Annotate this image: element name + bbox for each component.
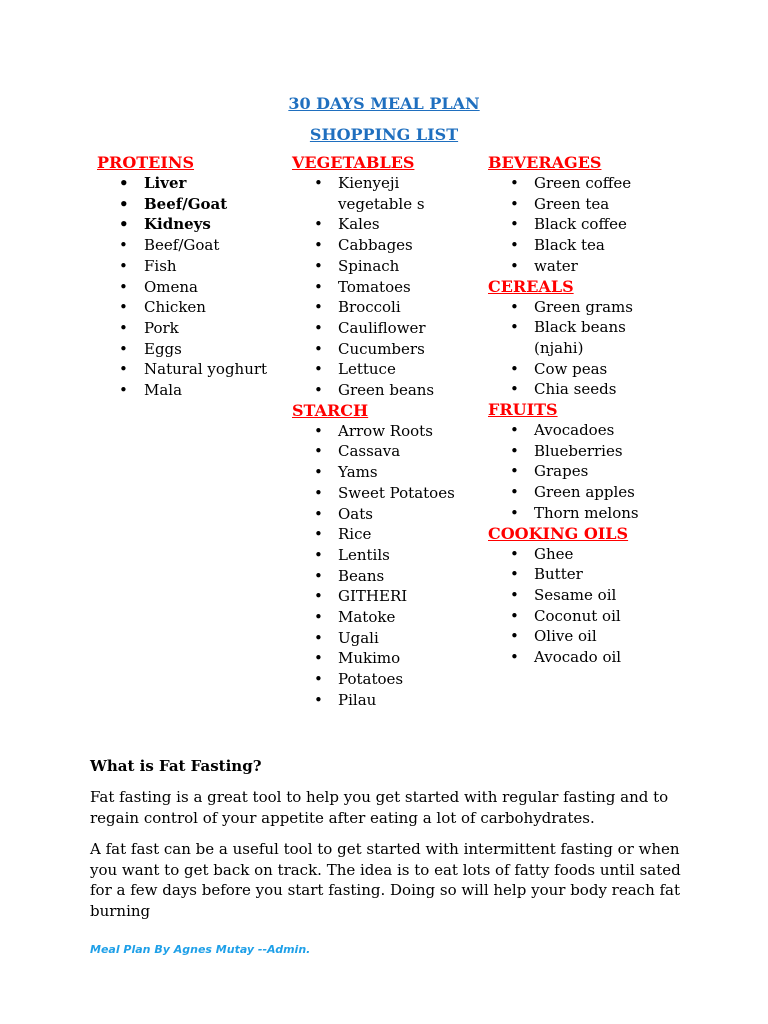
fruits-heading: FRUITS xyxy=(488,400,558,420)
list-item: • Beef/Goat xyxy=(97,235,287,256)
shopping-list-subtitle: SHOPPING LIST xyxy=(309,125,459,144)
list-item: • Coconut oil xyxy=(488,606,678,627)
list-item: • Kidneys xyxy=(97,214,287,235)
list-item: • Black coffee xyxy=(488,214,678,235)
paragraph-1: Fat fasting is a great tool to help you get started with regular fasting and to regain control of your appetite after eating a lot of carbohydrates. xyxy=(90,788,669,827)
proteins-list xyxy=(97,173,287,401)
list-item: • GITHERI xyxy=(292,586,482,607)
list-item: • Beef/Goat xyxy=(97,194,287,215)
list-item: • Fish xyxy=(97,256,287,277)
list-item: • Ghee xyxy=(488,544,678,565)
vegetable-kienyeji-line2: vegetable s xyxy=(338,194,425,213)
list-item: • Lentils xyxy=(292,545,482,566)
list-item: • Matoke xyxy=(292,607,482,628)
list-item: • Kales xyxy=(292,214,482,235)
vegetables-list xyxy=(292,173,482,401)
list-item: • Spinach xyxy=(292,256,482,277)
fat-fasting-section xyxy=(90,757,690,921)
vegetables-heading: VEGETABLES xyxy=(292,153,415,172)
list-item: • Black tea xyxy=(488,235,678,256)
vegetables-starch-column xyxy=(292,153,482,711)
list-item: • Green apples xyxy=(488,482,678,503)
list-item: • Chia seeds xyxy=(488,379,678,400)
list-item: • Rice xyxy=(292,524,482,545)
list-item: • Thorn melons xyxy=(488,503,678,524)
list-item: • Green coffee xyxy=(488,173,678,194)
footer-credit: Meal Plan By Agnes Mutay --Admin. xyxy=(90,943,311,956)
list-item: • Sesame oil xyxy=(488,585,678,606)
list-item: • Omena xyxy=(97,277,287,298)
list-item: • Ugali xyxy=(292,628,482,649)
list-item: • Butter xyxy=(488,564,678,585)
list-item: • Tomatoes xyxy=(292,277,482,298)
list-item: • Yams xyxy=(292,462,482,483)
list-item: • Liver xyxy=(97,173,287,194)
proteins-column xyxy=(97,153,287,401)
list-item: • Sweet Potatoes xyxy=(292,483,482,504)
starch-heading: STARCH xyxy=(292,400,369,420)
list-item: • Cucumbers xyxy=(292,339,482,360)
list-item: • Broccoli xyxy=(292,297,482,318)
beverages-list xyxy=(488,173,678,277)
list-item: • Cassava xyxy=(292,441,482,462)
list-item: • Cauliflower xyxy=(292,318,482,339)
beverages-cereals-fruits-oils-column xyxy=(488,153,678,668)
list-item: • Lettuce xyxy=(292,359,482,380)
list-item xyxy=(292,173,482,194)
fruits-list xyxy=(488,420,678,524)
list-item: • Oats xyxy=(292,504,482,525)
list-item: • Mala xyxy=(97,380,287,401)
list-item: • Green beans xyxy=(292,380,482,401)
section-heading: What is Fat Fasting? xyxy=(90,757,262,775)
list-item: • Pork xyxy=(97,318,287,339)
list-item: • Pilau xyxy=(292,690,482,711)
list-item: • Cow peas xyxy=(488,359,678,380)
list-item: • Natural yoghurt xyxy=(97,359,287,380)
list-item: • Eggs xyxy=(97,339,287,360)
list-item: • water xyxy=(488,256,678,277)
cooking-oils-heading: COOKING OILS xyxy=(488,523,629,543)
list-item: • Black beans xyxy=(488,317,678,338)
list-item: • Avocado oil xyxy=(488,647,678,668)
list-item: • Mukimo xyxy=(292,648,482,669)
proteins-heading: PROTEINS xyxy=(97,153,195,172)
list-item: • Beans xyxy=(292,566,482,587)
list-item: • Potatoes xyxy=(292,669,482,690)
list-item: • Arrow Roots xyxy=(292,421,482,442)
starch-list xyxy=(292,421,482,711)
paragraph-2: A fat fast can be a useful tool to get started with intermittent fasting or when you want to get back on track. The idea is to eat lots of fatty foods until sated for a few days before you start fasting. Doing so will help your body reach fat burning xyxy=(90,840,681,920)
cereals-heading: CEREALS xyxy=(488,276,574,296)
list-item: • Avocadoes xyxy=(488,420,678,441)
list-item: • Cabbages xyxy=(292,235,482,256)
list-item: • Green tea xyxy=(488,194,678,215)
list-item: • Blueberries xyxy=(488,441,678,462)
cooking-oils-list xyxy=(488,544,678,668)
cereals-list xyxy=(488,297,678,401)
list-item-continuation xyxy=(292,194,482,215)
page-title: 30 DAYS MEAL PLAN xyxy=(288,94,480,113)
list-item: • Olive oil xyxy=(488,626,678,647)
list-item: • Green grams xyxy=(488,297,678,318)
list-item-continuation: (njahi) xyxy=(534,338,584,357)
list-item: • Grapes xyxy=(488,461,678,482)
beverages-heading: BEVERAGES xyxy=(488,153,602,172)
vegetable-kienyeji-line1: Kienyeji xyxy=(338,174,400,192)
list-item: • Chicken xyxy=(97,297,287,318)
